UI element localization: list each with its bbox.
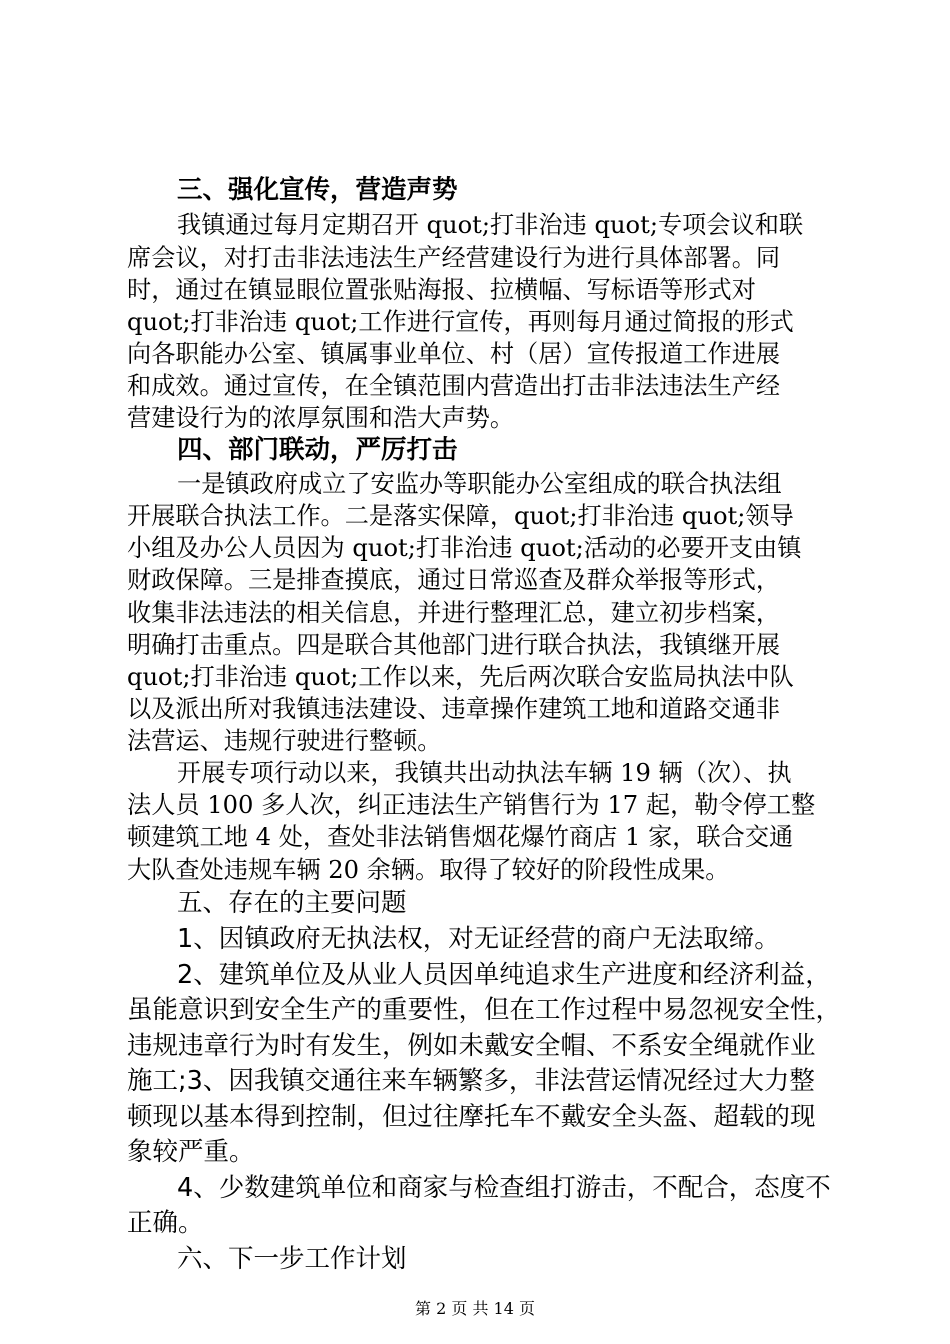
body-line: 开展联合执法工作。二是落实保障，quot;打非治违 quot;领导	[127, 502, 794, 530]
body-line: quot;打非治违 quot;工作以来，先后两次联合安监局执法中队	[127, 663, 794, 691]
body-line: 顿建筑工地 4 处，查处非法销售烟花爆竹商店 1 家，联合交通	[127, 823, 794, 851]
body-line: 以及派出所对我镇违法建设、违章操作建筑工地和道路交通非	[127, 695, 781, 723]
section-heading-3: 三、强化宣传，营造声势	[177, 175, 458, 205]
body-line: 小组及办公人员因为 quot;打非治违 quot;活动的必要开支由镇	[127, 534, 802, 562]
body-line: 法营运、违规行驶进行整顿。	[127, 727, 442, 755]
section-heading-5: 五、存在的主要问题	[177, 888, 407, 918]
body-line: 法人员 100 多人次，纠正违法生产销售行为 17 起，勒令停工整	[127, 791, 816, 819]
body-line: 席会议，对打击非法违法生产经营建设行为进行具体部署。同	[127, 244, 781, 272]
body-line: 明确打击重点。四是联合其他部门进行联合执法，我镇继开展	[127, 631, 781, 659]
body-line: quot;打非治违 quot;工作进行宣传，再则每月通过简报的形式	[127, 308, 794, 336]
body-line: 施工;3、因我镇交通往来车辆繁多，非法营运情况经过大力整	[127, 1066, 815, 1096]
body-line: 一是镇政府成立了安监办等职能办公室组成的联合执法组	[177, 470, 782, 498]
body-line: 收集非法违法的相关信息，并进行整理汇总，建立初步档案，	[127, 599, 781, 627]
body-line: 正确。	[127, 1208, 204, 1238]
section-heading-6: 六、下一步工作计划	[177, 1244, 407, 1274]
body-line: 虽能意识到安全生产的重要性，但在工作过程中易忽视安全性，	[127, 995, 842, 1025]
body-line: 顿现以基本得到控制，但过往摩托车不戴安全头盔、超载的现	[127, 1102, 816, 1132]
body-line: 1、因镇政府无执法权，对无证经营的商户无法取缔。	[177, 924, 780, 954]
body-line: 营建设行为的浓厚氛围和浩大声势。	[127, 404, 515, 432]
body-line: 2、建筑单位及从业人员因单纯追求生产进度和经济利益，	[177, 960, 831, 990]
body-line: 财政保障。三是排查摸底，通过日常巡查及群众举报等形式，	[127, 566, 781, 594]
body-line: 和成效。通过宣传，在全镇范围内营造出打击非法违法生产经	[127, 372, 781, 400]
body-line: 大队查处违规车辆 20 余辆。取得了较好的阶段性成果。	[127, 856, 730, 884]
body-line: 象较严重。	[127, 1137, 255, 1167]
body-line: 向各职能办公室、镇属事业单位、村（居）宣传报道工作进展	[127, 340, 781, 368]
page-number: 第 2 页 共 14 页	[415, 1299, 535, 1318]
section-heading-4: 四、部门联动，严厉打击	[177, 435, 458, 465]
body-line: 违规违章行为时有发生，例如未戴安全帽、不系安全绳就作业	[127, 1031, 816, 1061]
body-line: 开展专项行动以来，我镇共出动执法车辆 19 辆（次）、执	[177, 759, 792, 787]
body-line: 4、少数建筑单位和商家与检查组打游击，不配合，态度不	[177, 1173, 831, 1203]
body-line: 时，通过在镇显眼位置张贴海报、拉横幅、写标语等形式对	[127, 276, 756, 304]
body-line: 我镇通过每月定期召开 quot;打非治违 quot;专项会议和联	[177, 211, 804, 239]
